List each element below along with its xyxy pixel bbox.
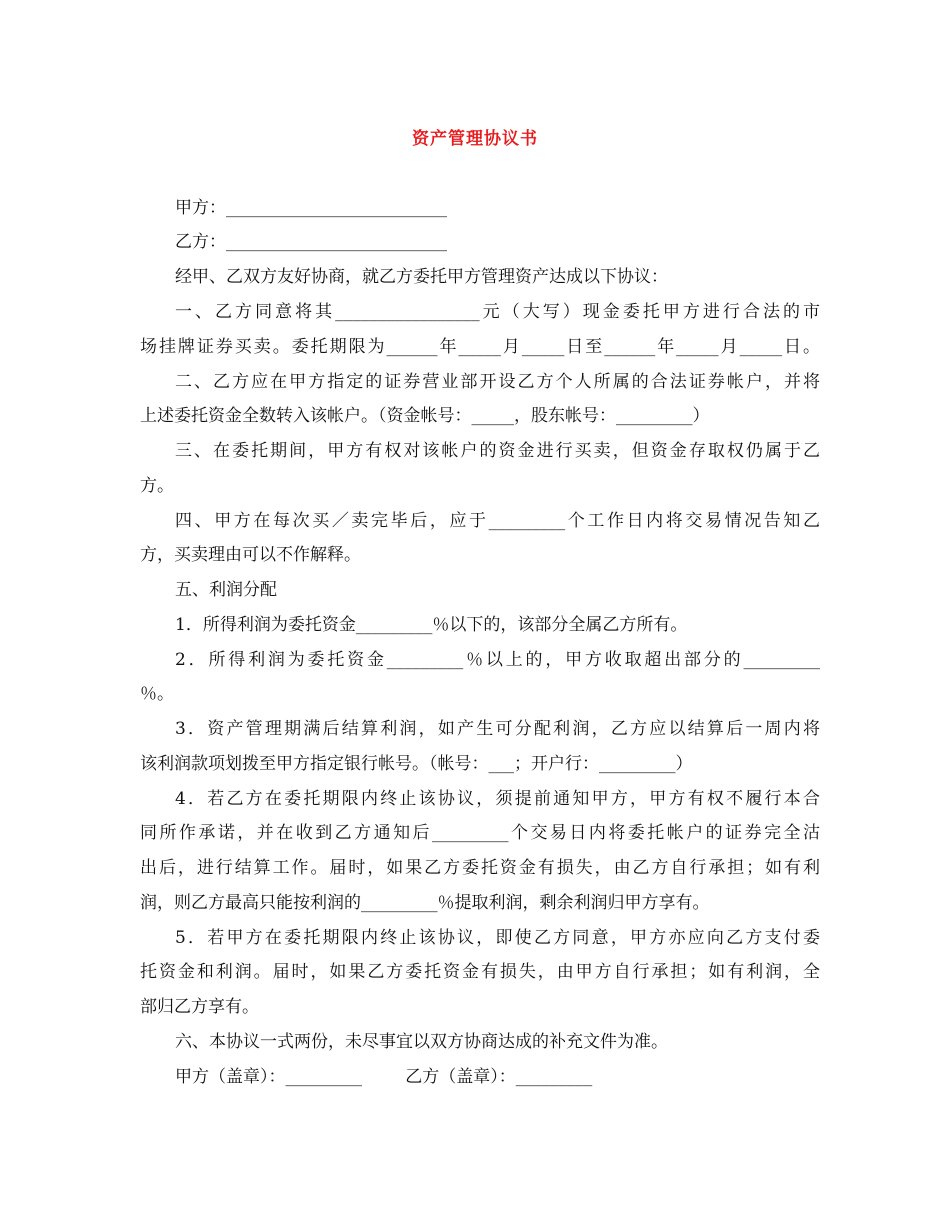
clause-4-line-1: 四、甲方在每次买／卖完毕后，应于_________个工作日内将交易情况告知乙 (175, 511, 820, 531)
profit-item-5-line-2: 托资金和利润。届时，如果乙方委托资金有损失，由甲方自行承担；如有利润，全 (140, 962, 820, 982)
profit-item-1: 1．所得利润为委托资金_________％以下的，该部分全属乙方所有。 (175, 615, 688, 635)
profit-item-4-line-2: 同所作承诺，并在收到乙方通知后_________个交易日内将委托帐户的证券完全沽 (140, 823, 820, 843)
clause-4-line-2: 方，买卖理由可以不作解释。 (140, 545, 361, 565)
profit-item-5-line-1: 5．若甲方在委托期限内终止该协议，即使乙方同意，甲方亦应向乙方支付委 (175, 928, 820, 948)
profit-item-4-line-4: 润，则乙方最高只能按利润的_________％提取利润，剩余利润归甲方享有。 (140, 893, 710, 913)
clause-5-heading: 五、利润分配 (175, 580, 277, 600)
profit-item-3-line-2: 该利润款项划拨至甲方指定银行帐号。（帐号：___；开户行：_________） (140, 754, 693, 774)
party-b-line: 乙方：__________________________ (175, 232, 447, 252)
clause-1-line-1: 一、乙方同意将其_________________元（大写）现金委托甲方进行合法的市 (175, 302, 820, 322)
clause-2-line-2: 上述委托资金全数转入该帐户。（资金帐号：_____，股东帐号：_________） (140, 406, 710, 426)
profit-item-4-line-3: 出后，进行结算工作。届时，如果乙方委托资金有损失，由乙方自行承担；如有利 (140, 858, 820, 878)
profit-item-4-line-1: 4．若乙方在委托期限内终止该协议，须提前通知甲方，甲方有权不履行本合 (175, 789, 820, 809)
profit-item-5-line-3: 部归乙方享有。 (140, 997, 259, 1017)
preamble-line: 经甲、乙双方友好协商，就乙方委托甲方管理资产达成以下协议： (175, 267, 668, 287)
profit-item-2-line-2: ％。 (140, 684, 174, 704)
profit-item-3-line-1: 3．资产管理期满后结算利润，如产生可分配利润，乙方应以结算后一周内将 (175, 719, 820, 739)
clause-6-line: 六、本协议一式两份，未尽事宜以双方协商达成的补充文件为准。 (175, 1032, 668, 1052)
profit-item-2-line-1: 2．所得利润为委托资金_________％以上的，甲方收取超出部分的_________ (175, 650, 820, 670)
document-title: 资产管理协议书 (412, 129, 538, 149)
party-a-line: 甲方：__________________________ (175, 198, 447, 218)
clause-1-line-2: 场挂牌证券买卖。委托期限为______年_____月_____日至______年_____月_____日。 (140, 337, 820, 357)
clause-3-line-2: 方。 (140, 476, 174, 496)
clause-2-line-1: 二、乙方应在甲方指定的证券营业部开设乙方个人所属的合法证券帐户，并将 (175, 372, 820, 392)
signature-line: 甲方（盖章）：_________ 乙方（盖章）：_________ (175, 1067, 593, 1087)
clause-3-line-1: 三、在委托期间，甲方有权对该帐户的资金进行买卖，但资金存取权仍属于乙 (175, 441, 820, 461)
